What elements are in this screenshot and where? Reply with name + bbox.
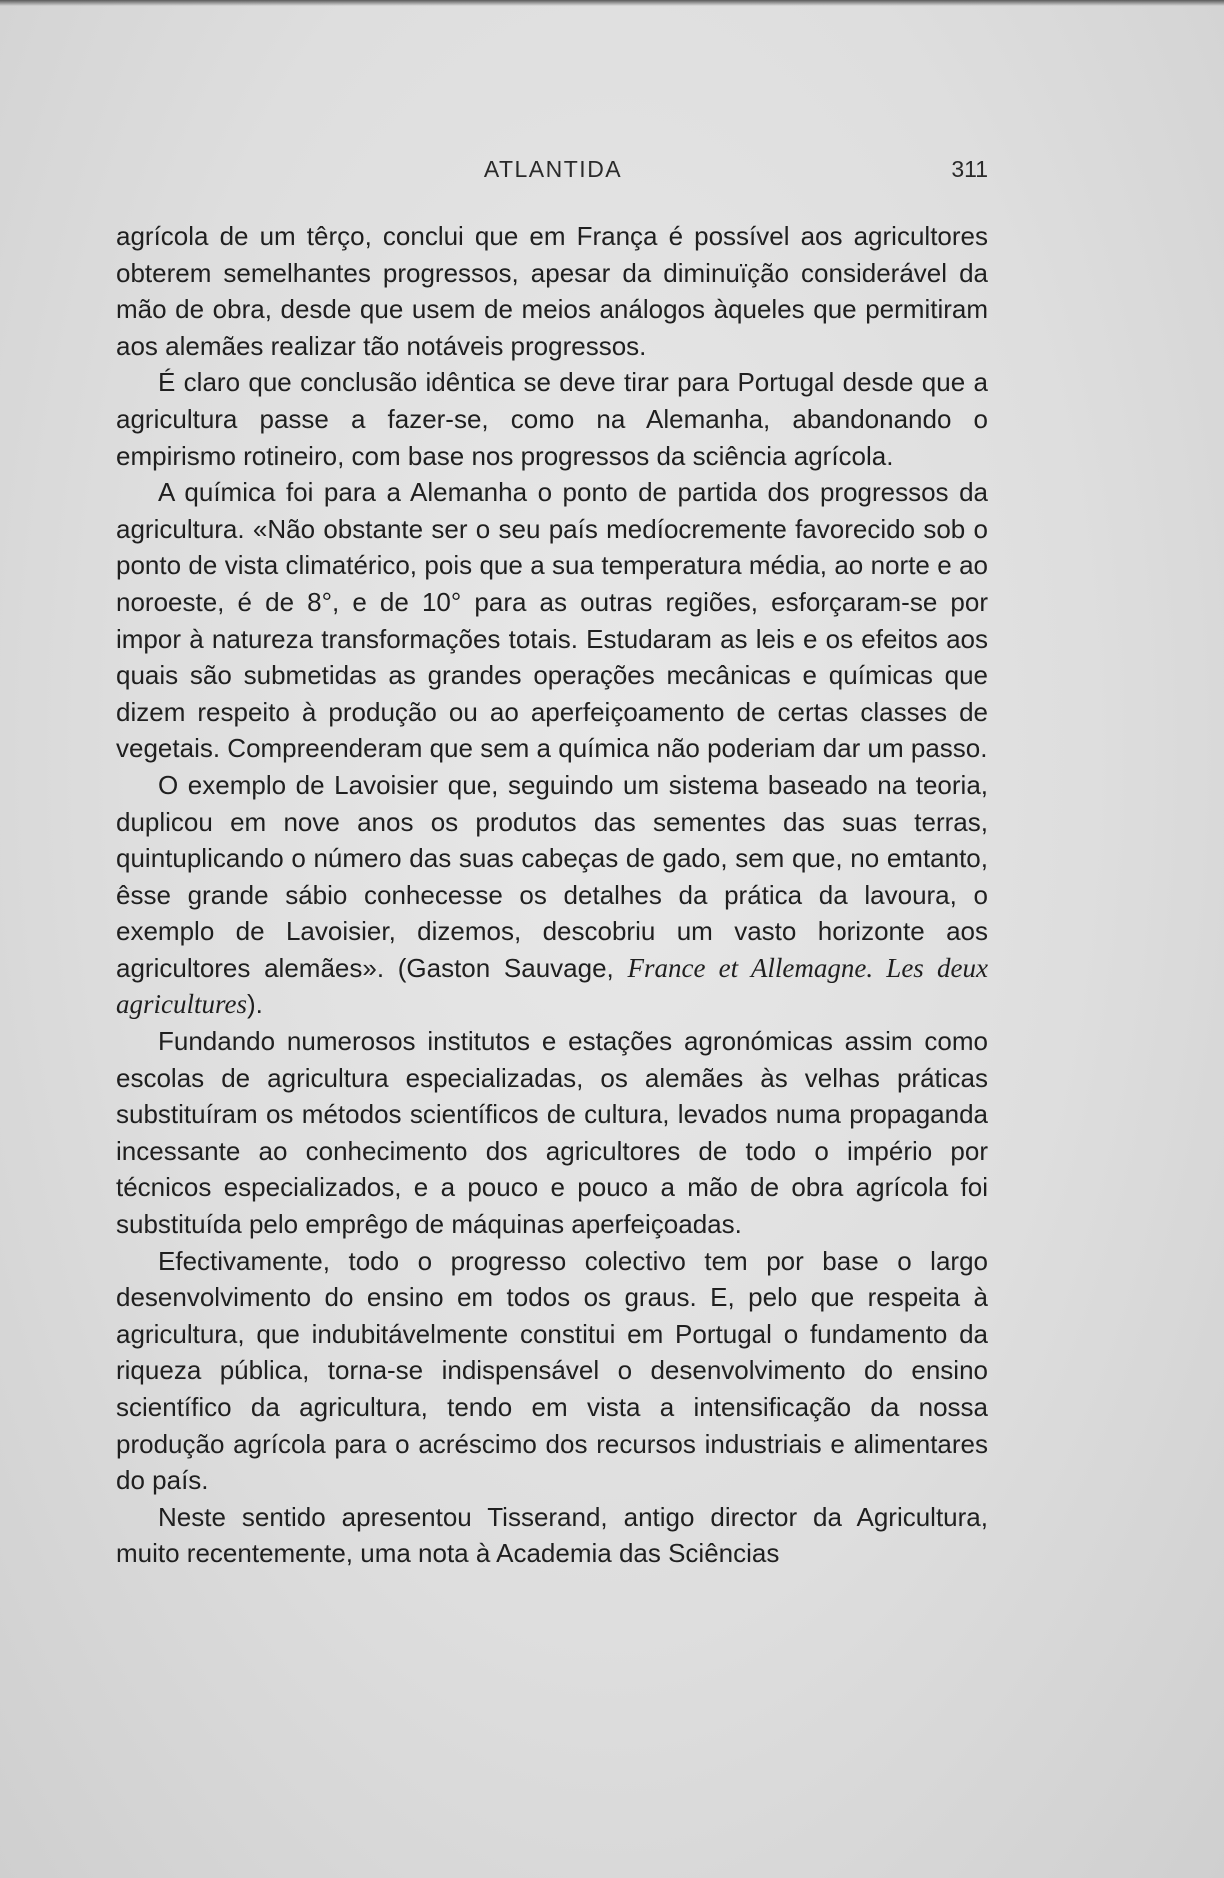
paragraph bbox=[116, 767, 988, 1023]
paragraph: É claro que conclusão idêntica se deve tirar para Portugal desde que a agricultura passe a fazer-se, como na Alemanha, abandonando o empirismo rotineiro, com base nos progressos da sciência agrícola. bbox=[116, 367, 988, 471]
paragraph: Fundando numerosos institutos e estações agronómicas assim como escolas de agricultura especializadas, os alemães às velhas práticas substituíram os métodos scientíficos de cultura, levados numa propaganda incessante ao conhecimento dos agricultores de todo o império por técnicos especializados, e a pouco e pouco a mão de obra agrícola foi substituída pelo emprêgo de máquinas aperfeiçoadas. bbox=[116, 1026, 988, 1240]
paragraph-text: ). bbox=[247, 989, 263, 1020]
paragraph: Efectivamente, todo o progresso colectivo tem por base o largo desenvolvimento do ensino em todos os graus. E, pelo que respeita à agricultura, que indubitávelmente constitui em Portugal o fundamento da riqueza pública, torna-se indispensável o desenvolvimento do ensino scientífico da agricultura, tendo em vista a intensificação da nossa produção agrícola para o acréscimo dos recursos industriais e alimentares do país. bbox=[116, 1245, 988, 1496]
running-title: ATLANTIDA bbox=[483, 156, 623, 182]
paragraph: agrícola de um têrço, conclui que em França é possível aos agricultores obterem semelhantes progressos, apesar da diminuïção considerável da mão de obra, desde que usem de meios análogos àqueles que permitiram aos alemães realizar tão notáveis progressos. bbox=[116, 221, 988, 361]
paragraph: Neste sentido apresentou Tisserand, antigo director da Agricultura, muito recentemente, uma nota à Academia das Sciências bbox=[116, 1501, 988, 1569]
paragraph: A química foi para a Alemanha o ponto de partida dos progressos da agricultura. «Não obstante ser o seu país medíocremente favorecido sob o ponto de vista climatérico, pois que a sua temperatura média, ao norte e ao noroeste, é de 8°, e de 10° para as outras regiões, esforçaram-se por impor à natureza transformações totais. Estudaram as leis e os efeitos aos quais são submetidas as grandes operações mecânicas e químicas que dizem respeito à produção ou ao aperfeiçoamento de certas classes de vegetais. Compreenderam que sem a química não poderiam dar um passo. bbox=[116, 477, 988, 764]
page-top-edge bbox=[0, 0, 1224, 6]
body-text bbox=[116, 218, 988, 1572]
page-number: 311 bbox=[951, 156, 988, 182]
paragraph-text: O exemplo de Lavoisier que, seguindo um sistema baseado na teoria, duplicou em nove anos os produtos das sementes das suas terras, quintuplicando o número das suas cabeças de gado, sem que, no emtanto, êsse grande sábio conhecesse os detalhes da prática da lavoura, o exemplo de Lavoisier, dizemos, descobriu um vasto horizonte aos agricultores alemães». (Gaston Sauvage, bbox=[116, 769, 988, 983]
page-header bbox=[118, 156, 988, 188]
italic-book-title: France et Allemagne. Les deux agricultures bbox=[116, 952, 988, 1020]
